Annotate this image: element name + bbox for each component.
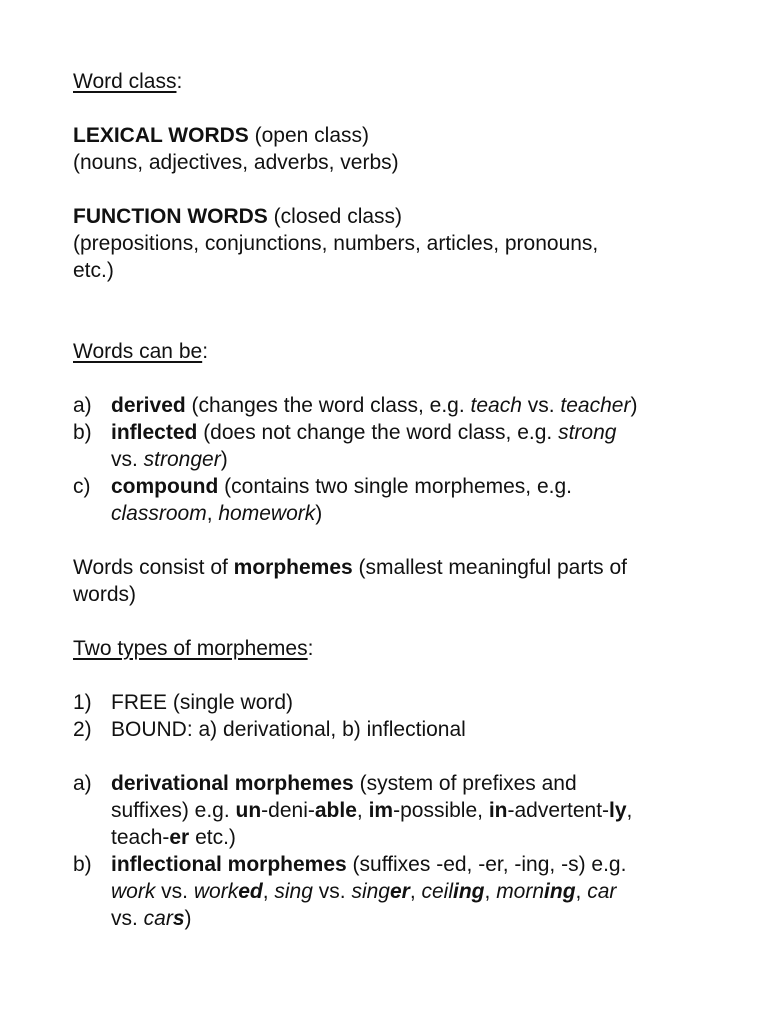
two-types-heading-line [73,635,713,662]
spacer [73,176,713,203]
example: car [143,907,173,930]
compound-text-2 [111,500,713,527]
list-item-free [73,689,713,716]
heading-colon: : [202,340,209,363]
list-marker: c) [73,475,91,498]
list-marker: a) [73,772,92,795]
list-marker: a) [73,394,92,417]
suffix: er [389,880,410,903]
text: -advertent- [507,799,610,822]
example: sing [274,880,313,903]
derived-text [111,392,713,419]
text: , [206,502,219,525]
suffix: s [172,907,185,930]
suffix: ing [453,880,485,903]
text: ) [220,448,228,471]
document-page [73,68,713,932]
heading-colon: : [307,637,314,660]
spacer [73,743,713,770]
morphemes-sentence-1 [73,554,713,581]
derivational-text-3 [111,824,713,851]
text: -possible, [393,799,489,822]
text: , [575,880,588,903]
spacer [73,527,713,554]
compound-text-1 [111,473,713,500]
suffix: ed [238,880,263,903]
lexical-words-line [73,122,713,149]
spacer [73,662,713,689]
example: work [193,880,239,903]
inflected-text-1 [111,419,713,446]
text: etc.) [189,826,236,849]
affix: in [488,799,508,822]
list-item-derivational [73,770,713,851]
text: vs. [111,907,144,930]
example: stronger [143,448,221,471]
text: Words consist of [73,556,234,579]
example: homework [218,502,316,525]
spacer [73,608,713,635]
function-words-line [73,203,713,230]
text: vs. [312,880,352,903]
term: compound [111,475,219,498]
text: ) [315,502,323,525]
text: , [484,880,497,903]
example: car [587,880,617,903]
spacer [73,95,713,122]
text: vs. [521,394,561,417]
text: vs. [111,448,144,471]
inflected-text-2 [111,446,713,473]
function-words-paren: (closed class) [267,205,403,228]
words-can-be-heading: Words can be [73,340,203,363]
text: (suffixes -ed, -er, -ing, -s) e.g. [346,853,627,876]
lexical-words-title: LEXICAL WORDS [73,124,249,147]
text: vs. [155,880,194,903]
affix: ly [609,799,627,822]
example: teach [470,394,522,417]
example: ceil [421,880,454,903]
affix: un [235,799,262,822]
text: , [262,880,275,903]
word-class-heading: Word class [73,70,177,93]
example: teacher [560,394,631,417]
text: (does not change the word class, e.g. [197,421,559,444]
spacer [73,284,713,338]
lexical-words-list: (nouns, adjectives, adverbs, verbs) [73,151,399,174]
morphemes-sentence-2: words) [73,583,137,606]
inflectional-text-3 [111,905,713,932]
term: derivational morphemes [111,772,354,795]
text: (changes the word class, e.g. [185,394,471,417]
term: inflected [111,421,198,444]
text: , [626,799,633,822]
example: morn [496,880,545,903]
lexical-words-paren: (open class) [248,124,370,147]
inflectional-text-2 [111,878,713,905]
list-item-inflected [73,419,713,473]
derivational-text-1 [111,770,713,797]
text: (smallest meaningful parts of [352,556,628,579]
derivational-text-2 [111,797,713,824]
affix: able [314,799,357,822]
text: -deni- [261,799,315,822]
term: inflectional morphemes [111,853,347,876]
text: , [356,799,369,822]
words-can-be-heading-line [73,338,713,365]
text: (system of prefixes and [353,772,577,795]
list-marker: b) [73,421,92,444]
inflectional-text-1 [111,851,713,878]
spacer [73,365,713,392]
list-marker: 1) [73,691,92,714]
free-text: FREE (single word) [111,691,294,714]
text: (contains two single morphemes, e.g. [218,475,572,498]
list-item-compound [73,473,713,527]
heading-colon: : [176,70,183,93]
function-words-list-1: (prepositions, conjunctions, numbers, articles, pronouns, [73,232,599,255]
text: suffixes) e.g. [111,799,236,822]
function-words-list-2: etc.) [73,259,114,282]
term: derived [111,394,186,417]
list-item-derived [73,392,713,419]
affix: er [169,826,190,849]
text: ) [184,907,192,930]
list-item-inflectional [73,851,713,932]
two-types-heading: Two types of morphemes [73,637,308,660]
text: , [409,880,422,903]
bound-text: BOUND: a) derivational, b) inflectional [111,718,466,741]
text: teach- [111,826,170,849]
list-item-bound [73,716,713,743]
term: morphemes [233,556,353,579]
example: work [111,880,156,903]
example: strong [558,421,617,444]
suffix: ing [544,880,576,903]
text: ) [630,394,638,417]
list-marker: b) [73,853,92,876]
function-words-title: FUNCTION WORDS [73,205,268,228]
word-class-heading-line [73,68,713,95]
list-marker: 2) [73,718,92,741]
example: classroom [111,502,207,525]
affix: im [368,799,394,822]
example: sing [351,880,390,903]
